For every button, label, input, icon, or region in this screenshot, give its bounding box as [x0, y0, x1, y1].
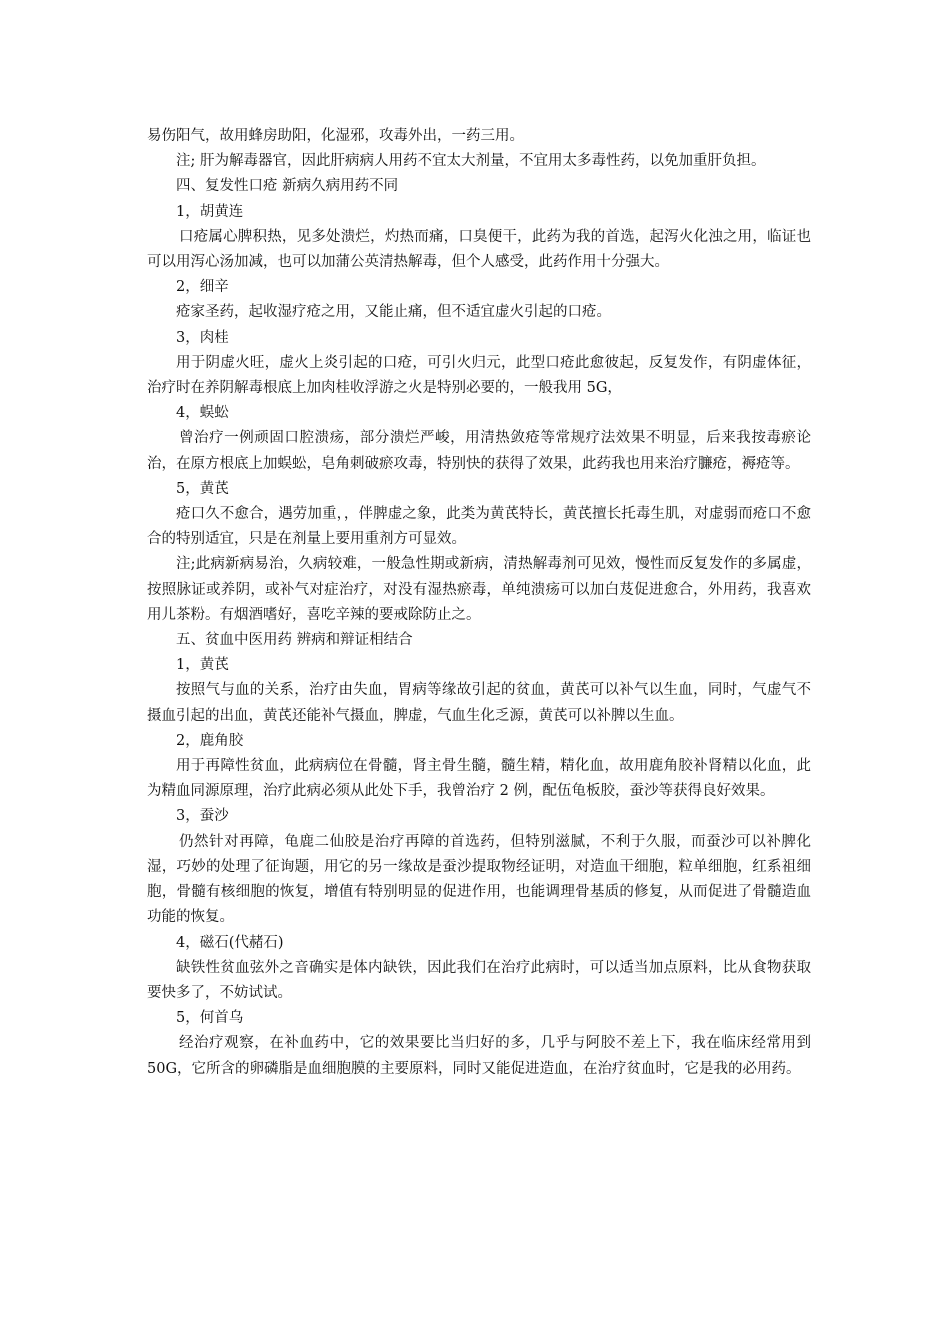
item-heading: 1，胡黄连 — [176, 203, 244, 220]
body-paragraph: 用于再障性贫血，此病病位在骨髓，肾主骨生髓，髓生精，精化血，故用鹿角胶补肾精以化血，此为精血同源原理，治疗此病必须从此处下手，我曾治疗 2 例，配伍龟板胶，蚕沙等获得良好效果。 — [147, 758, 811, 800]
item-heading: 2，细辛 — [176, 279, 229, 296]
document-page — [147, 124, 811, 1082]
item-heading: 5，黄芪 — [176, 480, 229, 497]
body-paragraph: 按照气与血的关系，治疗由失血，胃病等缘故引起的贫血，黄芪可以补气以生血，同时，气虚气不摄血引起的出血，黄芪还能补气摄血，脾虚，气血生化乏源，黄芪可以补脾以生血。 — [147, 682, 811, 724]
item-heading: 2，鹿角胶 — [176, 732, 244, 749]
item-heading: 3，肉桂 — [176, 329, 229, 346]
item-heading: 4，磁石(代赭石) — [176, 934, 284, 951]
item-heading: 5，何首乌 — [176, 1010, 244, 1027]
paragraph-continuation: 易伤阳气，故用蜂房助阳，化湿邪，攻毒外出，一药三用。 — [147, 128, 524, 144]
section-heading: 五、贫血中医用药 辨病和辩证相结合 — [176, 632, 413, 649]
item-heading: 3，蚕沙 — [176, 808, 229, 825]
item-heading: 1，黄芪 — [176, 657, 229, 674]
body-paragraph: 口疮属心脾积热，见多处溃烂，灼热而痛，口臭便干，此药为我的首选，起泻火化浊之用，临证也可以用泻心汤加减，也可以加蒲公英清热解毒，但个人感受，此药作用十分强大。 — [147, 228, 811, 271]
body-paragraph: 疮家圣药，起收湿疗疮之用，又能止痛，但不适宜虚火引起的口疮。 — [176, 304, 611, 321]
body-paragraph: 曾治疗一例顽固口腔溃疡，部分溃烂严峻，用清热敛疮等常规疗法效果不明显，后来我按毒瘀论治，在原方根底上加蜈蚣，皂角刺破瘀攻毒，特别快的获得了效果，此药我也用来治疗臁疮，褥疮等。 — [147, 430, 811, 472]
section-heading: 四、复发性口疮 新病久病用药不同 — [176, 178, 399, 195]
body-paragraph: 仍然针对再障，龟鹿二仙胶是治疗再障的首选药，但特别滋腻，不利于久服，而蚕沙可以补脾化湿，巧妙的处理了征询题，用它的另一缘故是蚕沙提取物经证明，对造血干细胞，粒单细胞，红系祖细胞，骨髓有核细胞的恢复，增值有特别明显的促进作用，也能调理骨基质的修复，从而促进了骨髓造血功能的恢复。 — [147, 833, 811, 926]
body-paragraph: 用于阴虚火旺，虚火上炎引起的口疮，可引火归元，此型口疮此愈彼起，反复发作，有阴虚体征，治疗时在养阴解毒根底上加肉桂收浮游之火是特别必要的，一般我用 5G， — [147, 354, 811, 397]
body-paragraph: 经治疗观察，在补血药中，它的效果要比当归好的多，几乎与阿胶不差上下，我在临床经常用到 50G，它所含的卵磷脂是血细胞膜的主要原料，同时又能促进造血，在治疗贫血时，它是我的必用药。 — [147, 1035, 811, 1077]
item-heading: 4，蜈蚣 — [176, 405, 229, 422]
body-paragraph: 缺铁性贫血弦外之音确实是体内缺铁，因此我们在治疗此病时，可以适当加点原料，比从食物获取要快多了，不妨试试。 — [147, 959, 811, 1001]
body-paragraph: 疮口久不愈合，遇劳加重，，伴脾虚之象，此类为黄芪特长，黄芪擅长托毒生肌，对虚弱而疮口不愈合的特别适宜，只是在剂量上要用重剂方可显效。 — [147, 506, 811, 548]
note-paragraph: 注; 肝为解毒器官，因此肝病病人用药不宜太大剂量，不宜用太多毒性药，以免加重肝负担。 — [176, 153, 766, 170]
note-paragraph: 注;此病新病易治，久病较难，一般急性期或新病，清热解毒剂可见效，慢性而反复发作的多属虚，按照脉证或养阴，或补气对症治疗，对没有湿热瘀毒，单纯溃疡可以加白芨促进愈合，外用药，我喜欢用儿茶粉。有烟酒嗜好，喜吃辛辣的要戒除防止之。 — [147, 556, 811, 623]
